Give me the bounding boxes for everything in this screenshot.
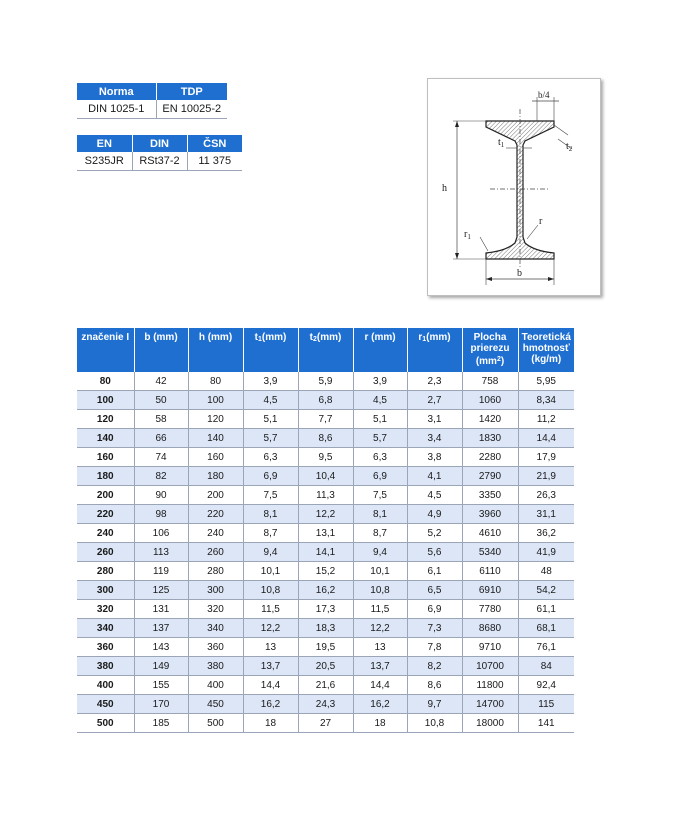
profile-designation-cell: 280: [77, 562, 134, 581]
table-cell: 5,1: [353, 410, 407, 429]
table-cell: 9710: [462, 638, 518, 657]
col-header-area: Plocha prierezu $(mm^2)$: [462, 328, 518, 372]
table-cell: 5,9: [298, 372, 353, 391]
table-cell: 6,1: [407, 562, 462, 581]
table-cell: 180: [188, 467, 243, 486]
table-cell: 14,4: [518, 429, 574, 448]
table-cell: 2280: [462, 448, 518, 467]
table-cell: 31,1: [518, 505, 574, 524]
profile-dimensions-table: [77, 328, 574, 733]
table-cell: 12,2: [353, 619, 407, 638]
table-row: [77, 505, 574, 524]
table-cell: 21,6: [298, 676, 353, 695]
table-cell: 137: [134, 619, 188, 638]
table-cell: 50: [134, 391, 188, 410]
table-cell: 7,7: [298, 410, 353, 429]
profile-designation-cell: 260: [77, 543, 134, 562]
table-cell: 5340: [462, 543, 518, 562]
table-cell: 115: [518, 695, 574, 714]
table-cell: 18: [243, 714, 298, 733]
table-cell: 400: [188, 676, 243, 695]
table-cell: 7,3: [407, 619, 462, 638]
table-cell: 8,6: [298, 429, 353, 448]
table-cell: 58: [134, 410, 188, 429]
profile-designation-cell: 180: [77, 467, 134, 486]
table-cell: 19,5: [298, 638, 353, 657]
table-row: [77, 714, 574, 733]
table-cell: 5,2: [407, 524, 462, 543]
profile-designation-cell: 140: [77, 429, 134, 448]
table-cell: 8,2: [407, 657, 462, 676]
h-label: h: [442, 183, 447, 194]
table-cell: 18: [353, 714, 407, 733]
table-cell: 380: [188, 657, 243, 676]
profile-designation-cell: 360: [77, 638, 134, 657]
t1-label: $t_1$: [498, 137, 505, 149]
table-cell: 12,2: [243, 619, 298, 638]
t2-label: $t_2$: [566, 141, 573, 153]
table-cell: 8,6: [407, 676, 462, 695]
table-cell: 141: [518, 714, 574, 733]
table-cell: 5,1: [243, 410, 298, 429]
profile-designation-cell: 160: [77, 448, 134, 467]
table-cell: 13,7: [353, 657, 407, 676]
table-cell: 3,8: [407, 448, 462, 467]
table-row: [77, 619, 574, 638]
r-label: r: [539, 216, 543, 227]
table-cell: 7,8: [407, 638, 462, 657]
table-cell: 8,7: [243, 524, 298, 543]
en-value: S235JR: [77, 152, 132, 171]
table-cell: 24,3: [298, 695, 353, 714]
table-cell: 140: [188, 429, 243, 448]
table-cell: 10,8: [407, 714, 462, 733]
table-cell: 6,5: [407, 581, 462, 600]
table-cell: 84: [518, 657, 574, 676]
table-cell: 300: [188, 581, 243, 600]
table-row: [77, 467, 574, 486]
table-cell: 13: [353, 638, 407, 657]
table-cell: 4,9: [407, 505, 462, 524]
table-cell: 143: [134, 638, 188, 657]
table-row: [77, 600, 574, 619]
table-cell: 16,2: [243, 695, 298, 714]
table-cell: 26,3: [518, 486, 574, 505]
table-cell: 8,7: [353, 524, 407, 543]
table-cell: 6,3: [243, 448, 298, 467]
table-cell: 80: [188, 372, 243, 391]
table-cell: 119: [134, 562, 188, 581]
csn-header: ČSN: [187, 135, 242, 152]
profile-designation-cell: 400: [77, 676, 134, 695]
table-cell: 2,7: [407, 391, 462, 410]
table-row: [77, 657, 574, 676]
table-cell: 4,5: [243, 391, 298, 410]
profile-designation-cell: 120: [77, 410, 134, 429]
table-row: [77, 429, 574, 448]
b-quarter-label: b/4: [538, 90, 550, 100]
table-cell: 13,1: [298, 524, 353, 543]
table-cell: 1060: [462, 391, 518, 410]
table-cell: 4,5: [353, 391, 407, 410]
table-cell: 160: [188, 448, 243, 467]
table-cell: 14,4: [243, 676, 298, 695]
table-cell: 3,4: [407, 429, 462, 448]
table-cell: 6,9: [353, 467, 407, 486]
table-cell: 113: [134, 543, 188, 562]
table-cell: 10,1: [243, 562, 298, 581]
table-cell: 100: [188, 391, 243, 410]
table-cell: 21,9: [518, 467, 574, 486]
table-body: [77, 372, 574, 733]
table-cell: 41,9: [518, 543, 574, 562]
table-cell: 18,3: [298, 619, 353, 638]
table-cell: 3,1: [407, 410, 462, 429]
table-cell: 12,2: [298, 505, 353, 524]
col-header-b: b (mm): [134, 328, 188, 372]
table-cell: 360: [188, 638, 243, 657]
table-cell: 1830: [462, 429, 518, 448]
table-row: [77, 486, 574, 505]
table-cell: 260: [188, 543, 243, 562]
table-cell: 6,3: [353, 448, 407, 467]
profile-designation-cell: 340: [77, 619, 134, 638]
table-row: [77, 695, 574, 714]
table-row: [77, 448, 574, 467]
profile-designation-cell: 80: [77, 372, 134, 391]
din-header: DIN: [132, 135, 187, 152]
table-cell: 9,4: [243, 543, 298, 562]
col-header-r1: r1(mm): [407, 328, 462, 372]
grade-table: [77, 135, 242, 171]
table-cell: 3960: [462, 505, 518, 524]
r1-label: $r_1$: [464, 229, 471, 241]
col-header-r: r (mm): [353, 328, 407, 372]
table-cell: 3350: [462, 486, 518, 505]
table-cell: 7780: [462, 600, 518, 619]
table-row: [77, 543, 574, 562]
table-cell: 8,1: [353, 505, 407, 524]
table-cell: 92,4: [518, 676, 574, 695]
table-cell: 10,8: [243, 581, 298, 600]
table-cell: 758: [462, 372, 518, 391]
table-cell: 54,2: [518, 581, 574, 600]
table-row: [77, 581, 574, 600]
table-cell: 9,5: [298, 448, 353, 467]
table-cell: 131: [134, 600, 188, 619]
table-cell: 240: [188, 524, 243, 543]
col-header-mass: Teoretická hmotnosť (kg/m): [518, 328, 574, 372]
csn-value: 11 375: [187, 152, 242, 171]
table-row: [77, 676, 574, 695]
table-cell: 500: [188, 714, 243, 733]
table-cell: 10700: [462, 657, 518, 676]
norm-value: DIN 1025-1: [77, 100, 156, 119]
table-cell: 120: [188, 410, 243, 429]
table-cell: 10,8: [353, 581, 407, 600]
table-cell: 3,9: [243, 372, 298, 391]
table-cell: 74: [134, 448, 188, 467]
table-cell: 90: [134, 486, 188, 505]
table-cell: 8680: [462, 619, 518, 638]
profile-designation-cell: 200: [77, 486, 134, 505]
table-cell: 11,3: [298, 486, 353, 505]
table-cell: 5,6: [407, 543, 462, 562]
table-cell: 2790: [462, 467, 518, 486]
table-cell: 450: [188, 695, 243, 714]
tdp-header: TDP: [156, 83, 227, 100]
table-cell: 27: [298, 714, 353, 733]
table-cell: 6110: [462, 562, 518, 581]
table-cell: 68,1: [518, 619, 574, 638]
table-cell: 11,5: [243, 600, 298, 619]
table-cell: 3,9: [353, 372, 407, 391]
table-cell: 1420: [462, 410, 518, 429]
b-label: b: [517, 268, 522, 279]
en-header: EN: [77, 135, 132, 152]
table-row: [77, 524, 574, 543]
profile-designation-cell: 100: [77, 391, 134, 410]
table-cell: 106: [134, 524, 188, 543]
table-cell: 14,1: [298, 543, 353, 562]
table-cell: 11,2: [518, 410, 574, 429]
norm-header: Norma: [77, 83, 156, 100]
table-cell: 4,1: [407, 467, 462, 486]
table-cell: 76,1: [518, 638, 574, 657]
table-cell: 14,4: [353, 676, 407, 695]
col-header-designation: značenie I: [77, 328, 134, 372]
table-cell: 200: [188, 486, 243, 505]
table-cell: 6,9: [243, 467, 298, 486]
table-cell: 340: [188, 619, 243, 638]
col-header-t2: t2(mm): [298, 328, 353, 372]
table-cell: 155: [134, 676, 188, 695]
table-cell: 4,5: [407, 486, 462, 505]
table-cell: 17,9: [518, 448, 574, 467]
profile-designation-cell: 320: [77, 600, 134, 619]
table-cell: 170: [134, 695, 188, 714]
table-cell: 98: [134, 505, 188, 524]
table-cell: 16,2: [353, 695, 407, 714]
table-cell: 7,5: [243, 486, 298, 505]
norm-table: [77, 83, 227, 119]
table-cell: 13,7: [243, 657, 298, 676]
table-cell: 11800: [462, 676, 518, 695]
table-cell: 6910: [462, 581, 518, 600]
table-cell: 8,34: [518, 391, 574, 410]
table-cell: 9,7: [407, 695, 462, 714]
table-cell: 2,3: [407, 372, 462, 391]
table-cell: 5,7: [353, 429, 407, 448]
table-cell: 15,2: [298, 562, 353, 581]
table-cell: 48: [518, 562, 574, 581]
profile-designation-cell: 240: [77, 524, 134, 543]
table-cell: 6,9: [407, 600, 462, 619]
table-cell: 18000: [462, 714, 518, 733]
table-cell: 11,5: [353, 600, 407, 619]
col-header-h: h (mm): [188, 328, 243, 372]
profile-designation-cell: 300: [77, 581, 134, 600]
table-cell: 82: [134, 467, 188, 486]
table-cell: 5,95: [518, 372, 574, 391]
table-cell: 13: [243, 638, 298, 657]
table-cell: 9,4: [353, 543, 407, 562]
table-cell: 36,2: [518, 524, 574, 543]
table-cell: 14700: [462, 695, 518, 714]
table-row: [77, 638, 574, 657]
table-cell: 280: [188, 562, 243, 581]
table-cell: 7,5: [353, 486, 407, 505]
profile-designation-cell: 450: [77, 695, 134, 714]
ibeam-diagram: [427, 78, 601, 296]
table-cell: 185: [134, 714, 188, 733]
table-row: [77, 562, 574, 581]
table-cell: 220: [188, 505, 243, 524]
table-cell: 16,2: [298, 581, 353, 600]
din-value: RSt37-2: [132, 152, 187, 171]
profile-designation-cell: 500: [77, 714, 134, 733]
table-cell: 5,7: [243, 429, 298, 448]
col-header-t1: t1(mm): [243, 328, 298, 372]
table-cell: 66: [134, 429, 188, 448]
table-cell: 320: [188, 600, 243, 619]
table-header-row: [77, 328, 574, 372]
table-cell: 125: [134, 581, 188, 600]
table-cell: 10,1: [353, 562, 407, 581]
table-cell: 42: [134, 372, 188, 391]
table-row: [77, 410, 574, 429]
table-cell: 20,5: [298, 657, 353, 676]
table-cell: 10,4: [298, 467, 353, 486]
table-row: [77, 391, 574, 410]
table-cell: 17,3: [298, 600, 353, 619]
table-cell: 8,1: [243, 505, 298, 524]
table-cell: 6,8: [298, 391, 353, 410]
table-row: [77, 372, 574, 391]
table-cell: 61,1: [518, 600, 574, 619]
profile-designation-cell: 380: [77, 657, 134, 676]
table-cell: 4610: [462, 524, 518, 543]
tdp-value: EN 10025-2: [156, 100, 227, 119]
profile-designation-cell: 220: [77, 505, 134, 524]
table-cell: 149: [134, 657, 188, 676]
